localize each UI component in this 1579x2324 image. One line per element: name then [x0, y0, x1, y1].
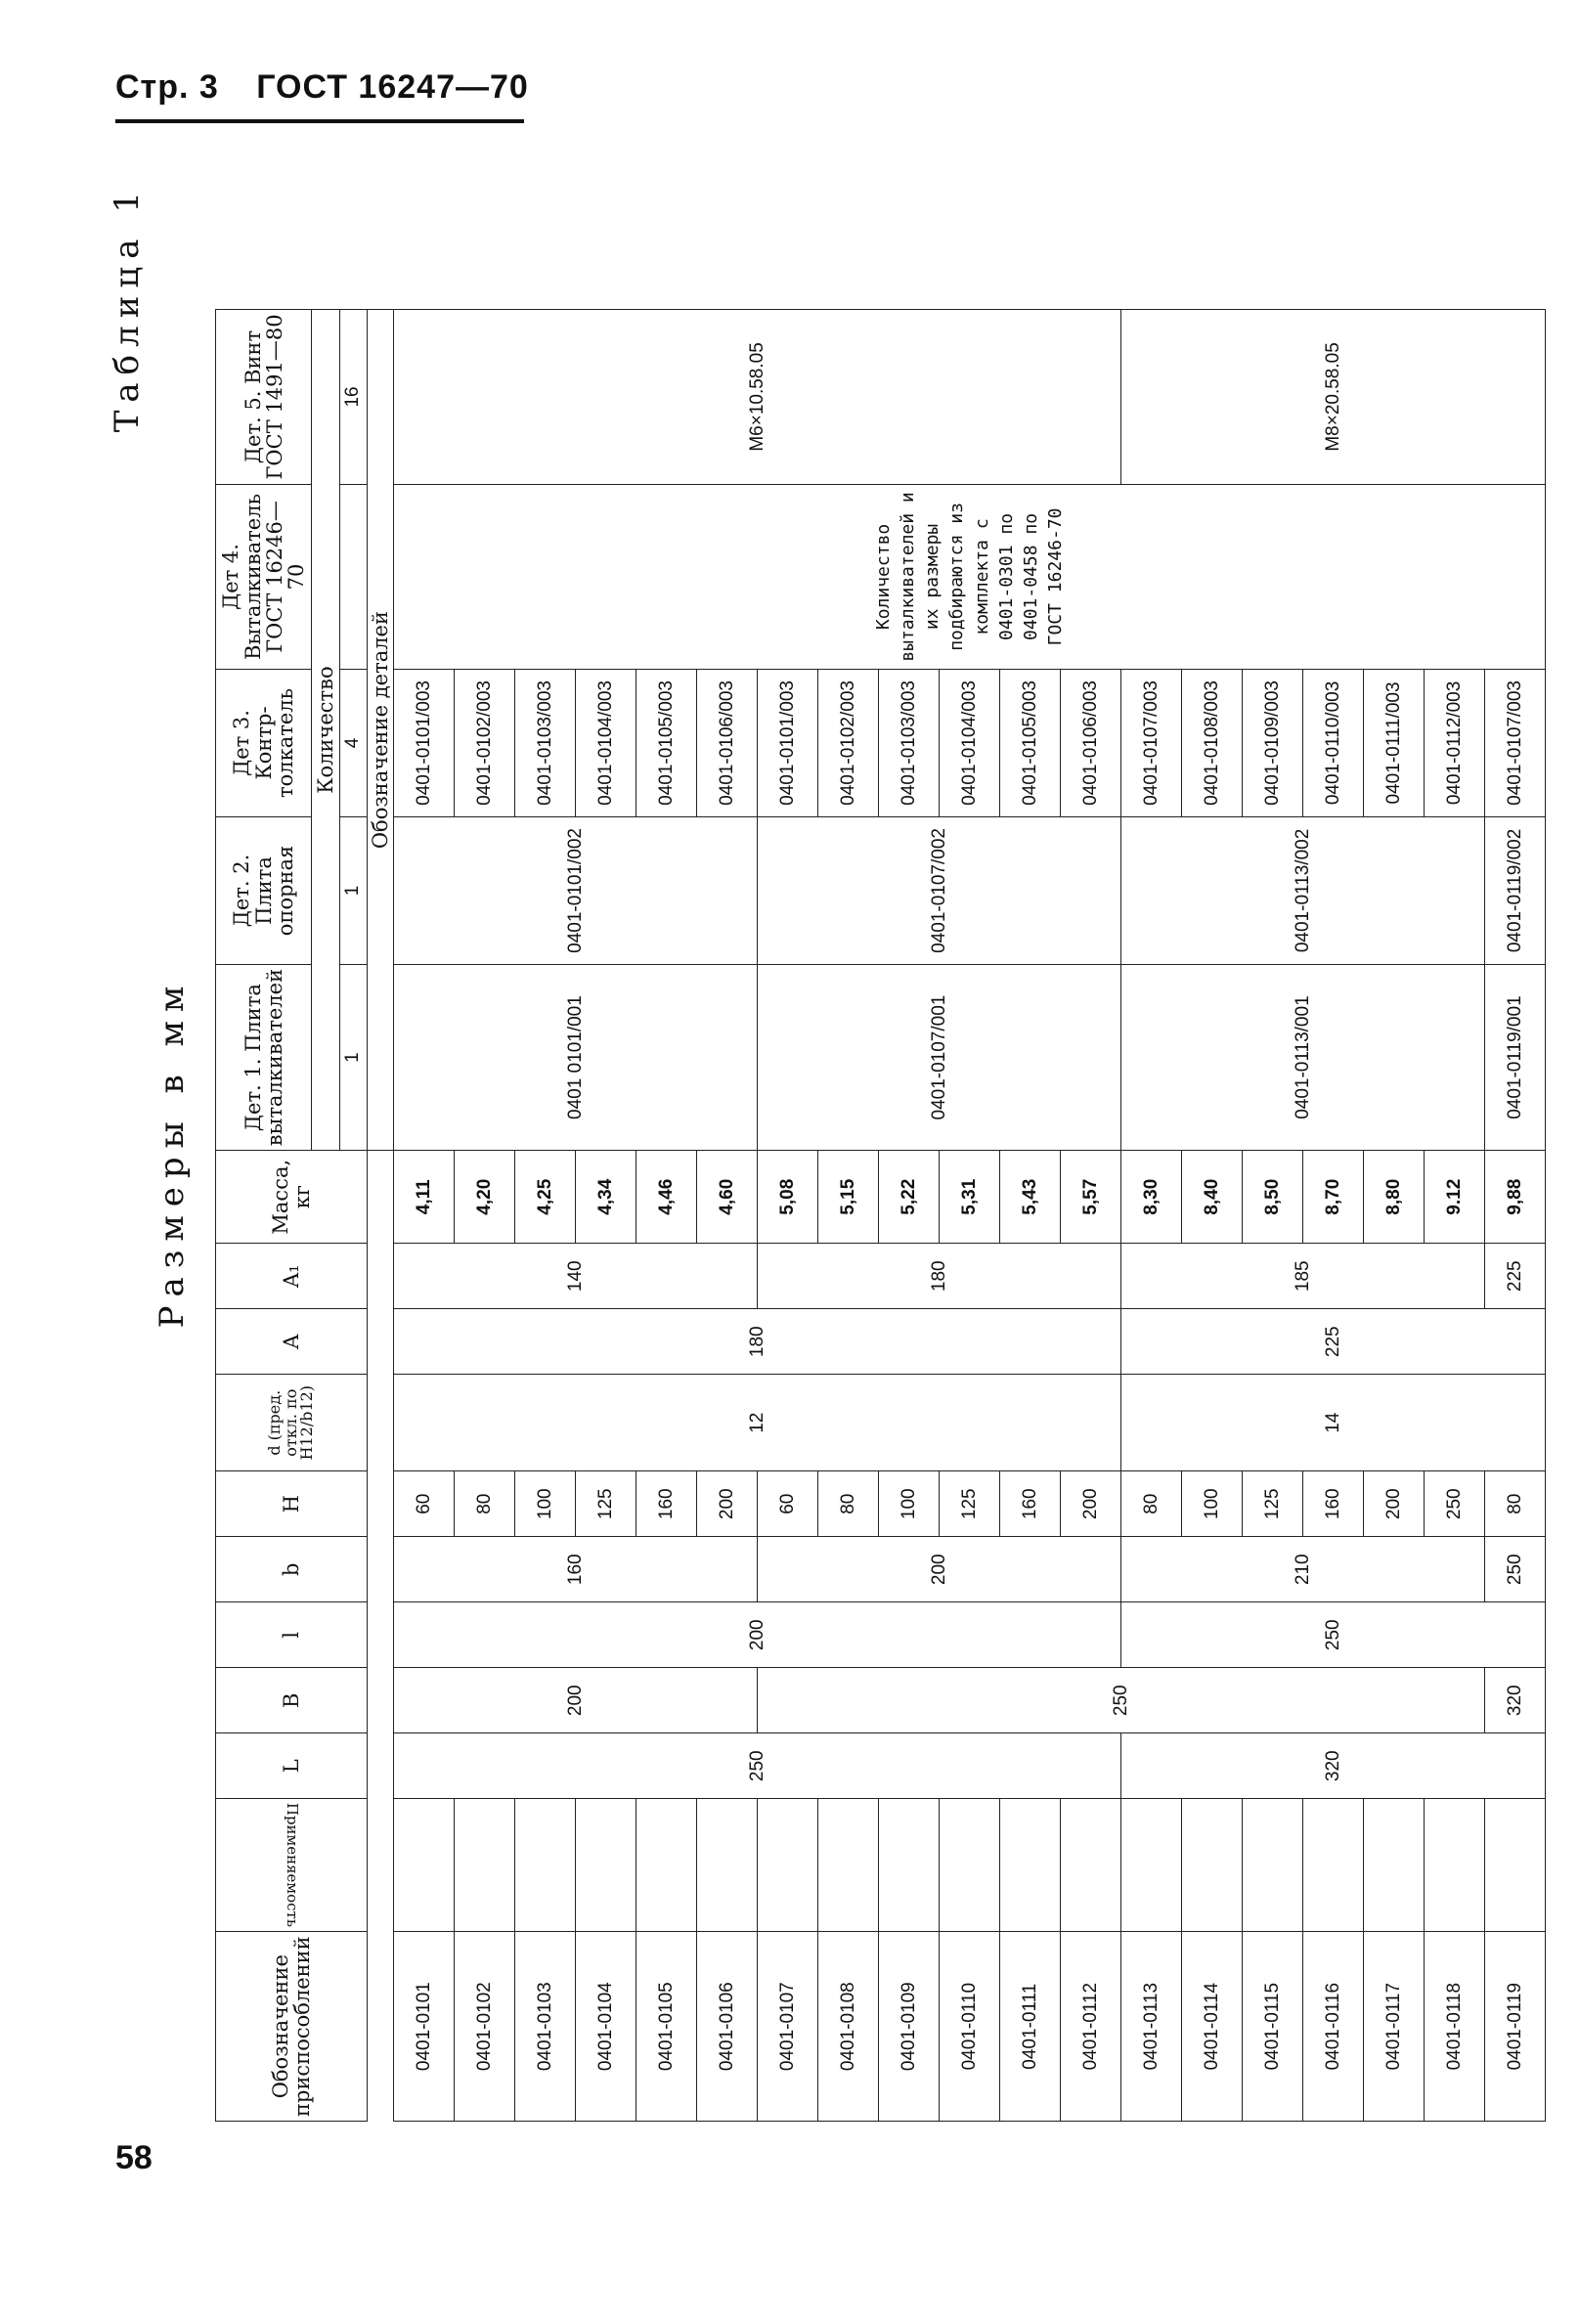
applicability-cell: [636, 1799, 697, 1932]
H-cell: 100: [515, 1471, 576, 1537]
applicability-cell: [818, 1799, 879, 1932]
col-applicability: Применяемость: [216, 1799, 368, 1932]
mass-cell: 8,50: [1243, 1151, 1303, 1244]
parts-designation-label: Обозначение деталей: [368, 309, 394, 1150]
H-cell: 100: [879, 1471, 940, 1537]
applicability-cell: [455, 1799, 515, 1932]
det3-cell: 0401-0103/003: [879, 669, 940, 816]
parts-designation-row: [368, 309, 394, 2121]
applicability-cell: [1121, 1799, 1182, 1932]
l-cell: 250: [1121, 1602, 1546, 1668]
col-det4: Дет 4. Выталкиватель ГОСТ 16246—70: [216, 484, 312, 669]
det3-cell: 0401-0104/003: [576, 669, 636, 816]
designation-cell: 0401-0101: [394, 1932, 455, 2122]
b-cell: 210: [1121, 1537, 1485, 1602]
quantity-label: Количество: [312, 309, 339, 1150]
standard-label: ГОСТ 16247—70: [256, 68, 529, 106]
col-A: A: [216, 1309, 368, 1375]
mass-cell: 5,57: [1061, 1151, 1121, 1244]
col-L: L: [216, 1733, 368, 1799]
table-name: Таблица 1: [108, 184, 147, 433]
det3-cell: 0401-0107/003: [1485, 669, 1546, 816]
mass-cell: 8,40: [1182, 1151, 1243, 1244]
designation-cell: 0401-0107: [758, 1932, 818, 2122]
col-B: B: [216, 1668, 368, 1733]
det1-cell: 0401 0101/001: [394, 964, 758, 1150]
mass-cell: 4,46: [636, 1151, 697, 1244]
det3-cell: 0401-0101/003: [394, 669, 455, 816]
header-rule: [115, 119, 524, 123]
col-det3: Дет 3. Контр-толкатель: [216, 669, 312, 816]
H-cell: 160: [1303, 1471, 1364, 1537]
designation-cell: 0401-0105: [636, 1932, 697, 2122]
d-cell: 12: [394, 1375, 1121, 1471]
applicability-cell: [940, 1799, 1000, 1932]
A1-cell: 225: [1485, 1244, 1546, 1309]
H-cell: 160: [1000, 1471, 1061, 1537]
page-number: 58: [115, 2139, 153, 2176]
det3-cell: 0401-0104/003: [940, 669, 1000, 816]
mass-cell: 8,30: [1121, 1151, 1182, 1244]
l-cell: 200: [394, 1602, 1121, 1668]
designation-cell: 0401-0108: [818, 1932, 879, 2122]
det3-cell: 0401-0103/003: [515, 669, 576, 816]
det3-cell: 0401-0111/003: [1364, 669, 1425, 816]
det3-cell: 0401-0107/003: [1121, 669, 1182, 816]
det1-cell: 0401-0113/001: [1121, 964, 1485, 1150]
mass-cell: 5,43: [1000, 1151, 1061, 1244]
col-b: b: [216, 1537, 368, 1602]
det3-cell: 0401-0108/003: [1182, 669, 1243, 816]
applicability-cell: [1303, 1799, 1364, 1932]
det1-cell: 0401-0107/001: [758, 964, 1121, 1150]
rotated-table-area: [108, 184, 1525, 2122]
A1-cell: 185: [1121, 1244, 1485, 1309]
designation-cell: 0401-0114: [1182, 1932, 1243, 2122]
det2-cell: 0401-0101/002: [394, 816, 758, 964]
B-cell: 320: [1485, 1668, 1546, 1733]
d-cell: 14: [1121, 1375, 1546, 1471]
designation-cell: 0401-0116: [1303, 1932, 1364, 2122]
A-cell: 180: [394, 1309, 1121, 1375]
det5-cell: M8×20.58.05: [1121, 309, 1546, 484]
mass-cell: 4,60: [697, 1151, 758, 1244]
b-cell: 250: [1485, 1537, 1546, 1602]
designation-cell: 0401-0104: [576, 1932, 636, 2122]
q-det4: [339, 484, 367, 669]
designation-cell: 0401-0102: [455, 1932, 515, 2122]
applicability-cell: [1485, 1799, 1546, 1932]
det2-cell: 0401-0119/002: [1485, 816, 1546, 964]
q-det1: 1: [339, 964, 367, 1150]
H-cell: 80: [455, 1471, 515, 1537]
B-cell: 200: [394, 1668, 758, 1733]
L-cell: 250: [394, 1733, 1121, 1799]
applicability-cell: [1182, 1799, 1243, 1932]
header-row: [216, 309, 312, 2121]
det3-cell: 0401-0105/003: [1000, 669, 1061, 816]
det5-cell: M6×10.58.05: [394, 309, 1121, 484]
mass-cell: 4,25: [515, 1151, 576, 1244]
designation-cell: 0401-0109: [879, 1932, 940, 2122]
col-H: H: [216, 1471, 368, 1537]
dimensions-table: [215, 309, 1546, 2122]
H-cell: 200: [1364, 1471, 1425, 1537]
applicability-cell: [697, 1799, 758, 1932]
applicability-cell: [758, 1799, 818, 1932]
mass-cell: 5,08: [758, 1151, 818, 1244]
b-cell: 200: [758, 1537, 1121, 1602]
H-cell: 125: [1243, 1471, 1303, 1537]
mass-cell: 9,88: [1485, 1151, 1546, 1244]
H-cell: 80: [1121, 1471, 1182, 1537]
det3-cell: 0401-0102/003: [818, 669, 879, 816]
H-cell: 250: [1425, 1471, 1485, 1537]
det1-cell: 0401-0119/001: [1485, 964, 1546, 1150]
designation-cell: 0401-0110: [940, 1932, 1000, 2122]
applicability-cell: [394, 1799, 455, 1932]
applicability-cell: [1364, 1799, 1425, 1932]
mass-cell: 5,15: [818, 1151, 879, 1244]
mass-cell: 8,70: [1303, 1151, 1364, 1244]
B-cell: 250: [758, 1668, 1485, 1733]
mass-cell: 4,20: [455, 1151, 515, 1244]
q-det5: 16: [339, 309, 367, 484]
designation-cell: 0401-0113: [1121, 1932, 1182, 2122]
det2-cell: 0401-0107/002: [758, 816, 1121, 964]
L-cell: 320: [1121, 1733, 1546, 1799]
H-cell: 200: [1061, 1471, 1121, 1537]
designation-cell: 0401-0117: [1364, 1932, 1425, 2122]
page-header: [115, 68, 556, 107]
designation-cell: 0401-0118: [1425, 1932, 1485, 2122]
designation-cell: 0401-0112: [1061, 1932, 1121, 2122]
designation-cell: 0401-0111: [1000, 1932, 1061, 2122]
b-cell: 160: [394, 1537, 758, 1602]
col-A1: A₁: [216, 1244, 368, 1309]
designation-cell: 0401-0106: [697, 1932, 758, 2122]
A-cell: 225: [1121, 1309, 1546, 1375]
det2-cell: 0401-0113/002: [1121, 816, 1485, 964]
applicability-cell: [515, 1799, 576, 1932]
col-det1: Дет. 1. Плита выталкивателей: [216, 964, 312, 1150]
col-d: d (пред. откл. по H12/b12): [216, 1375, 368, 1471]
table-row: [394, 309, 455, 2121]
det4-note: Количество выталкивателей и их размеры подбираются из комплекта с 0401-0301 по 0401-0458 по ГОСТ 16246-70: [394, 484, 1546, 669]
H-cell: 200: [697, 1471, 758, 1537]
applicability-cell: [879, 1799, 940, 1932]
designation-cell: 0401-0115: [1243, 1932, 1303, 2122]
q-det2: 1: [339, 816, 367, 964]
applicability-cell: [1243, 1799, 1303, 1932]
H-cell: 125: [576, 1471, 636, 1537]
det3-cell: 0401-0109/003: [1243, 669, 1303, 816]
mass-cell: 4,34: [576, 1151, 636, 1244]
det3-cell: 0401-0110/003: [1303, 669, 1364, 816]
det3-cell: 0401-0102/003: [455, 669, 515, 816]
A1-cell: 180: [758, 1244, 1121, 1309]
designation-cell: 0401-0119: [1485, 1932, 1546, 2122]
col-det5: Дет. 5. Винт ГОСТ 1491—80: [216, 309, 312, 484]
H-cell: 100: [1182, 1471, 1243, 1537]
col-det2: Дет. 2. Плита опорная: [216, 816, 312, 964]
col-l: l: [216, 1602, 368, 1668]
col-designation: Обозначение приспособлений: [216, 1932, 368, 2122]
det3-cell: 0401-0105/003: [636, 669, 697, 816]
applicability-cell: [1061, 1799, 1121, 1932]
det3-cell: 0401-0106/003: [1061, 669, 1121, 816]
table-body: [394, 309, 1546, 2121]
mass-cell: 5,22: [879, 1151, 940, 1244]
A1-cell: 140: [394, 1244, 758, 1309]
col-mass: Масса, кг: [216, 1151, 368, 1244]
H-cell: 80: [1485, 1471, 1546, 1537]
applicability-cell: [576, 1799, 636, 1932]
det3-cell: 0401-0112/003: [1425, 669, 1485, 816]
q-det3: 4: [339, 669, 367, 816]
mass-cell: 8,80: [1364, 1151, 1425, 1244]
det3-cell: 0401-0101/003: [758, 669, 818, 816]
designation-cell: 0401-0103: [515, 1932, 576, 2122]
applicability-cell: [1000, 1799, 1061, 1932]
units-caption: Размеры в мм: [153, 977, 192, 1329]
mass-cell: 9.12: [1425, 1151, 1485, 1244]
det3-cell: 0401-0106/003: [697, 669, 758, 816]
H-cell: 80: [818, 1471, 879, 1537]
H-cell: 160: [636, 1471, 697, 1537]
H-cell: 125: [940, 1471, 1000, 1537]
applicability-cell: [1425, 1799, 1485, 1932]
H-cell: 60: [758, 1471, 818, 1537]
mass-cell: 4,11: [394, 1151, 455, 1244]
mass-cell: 5,31: [940, 1151, 1000, 1244]
H-cell: 60: [394, 1471, 455, 1537]
page-label: Стр. 3: [115, 68, 219, 106]
